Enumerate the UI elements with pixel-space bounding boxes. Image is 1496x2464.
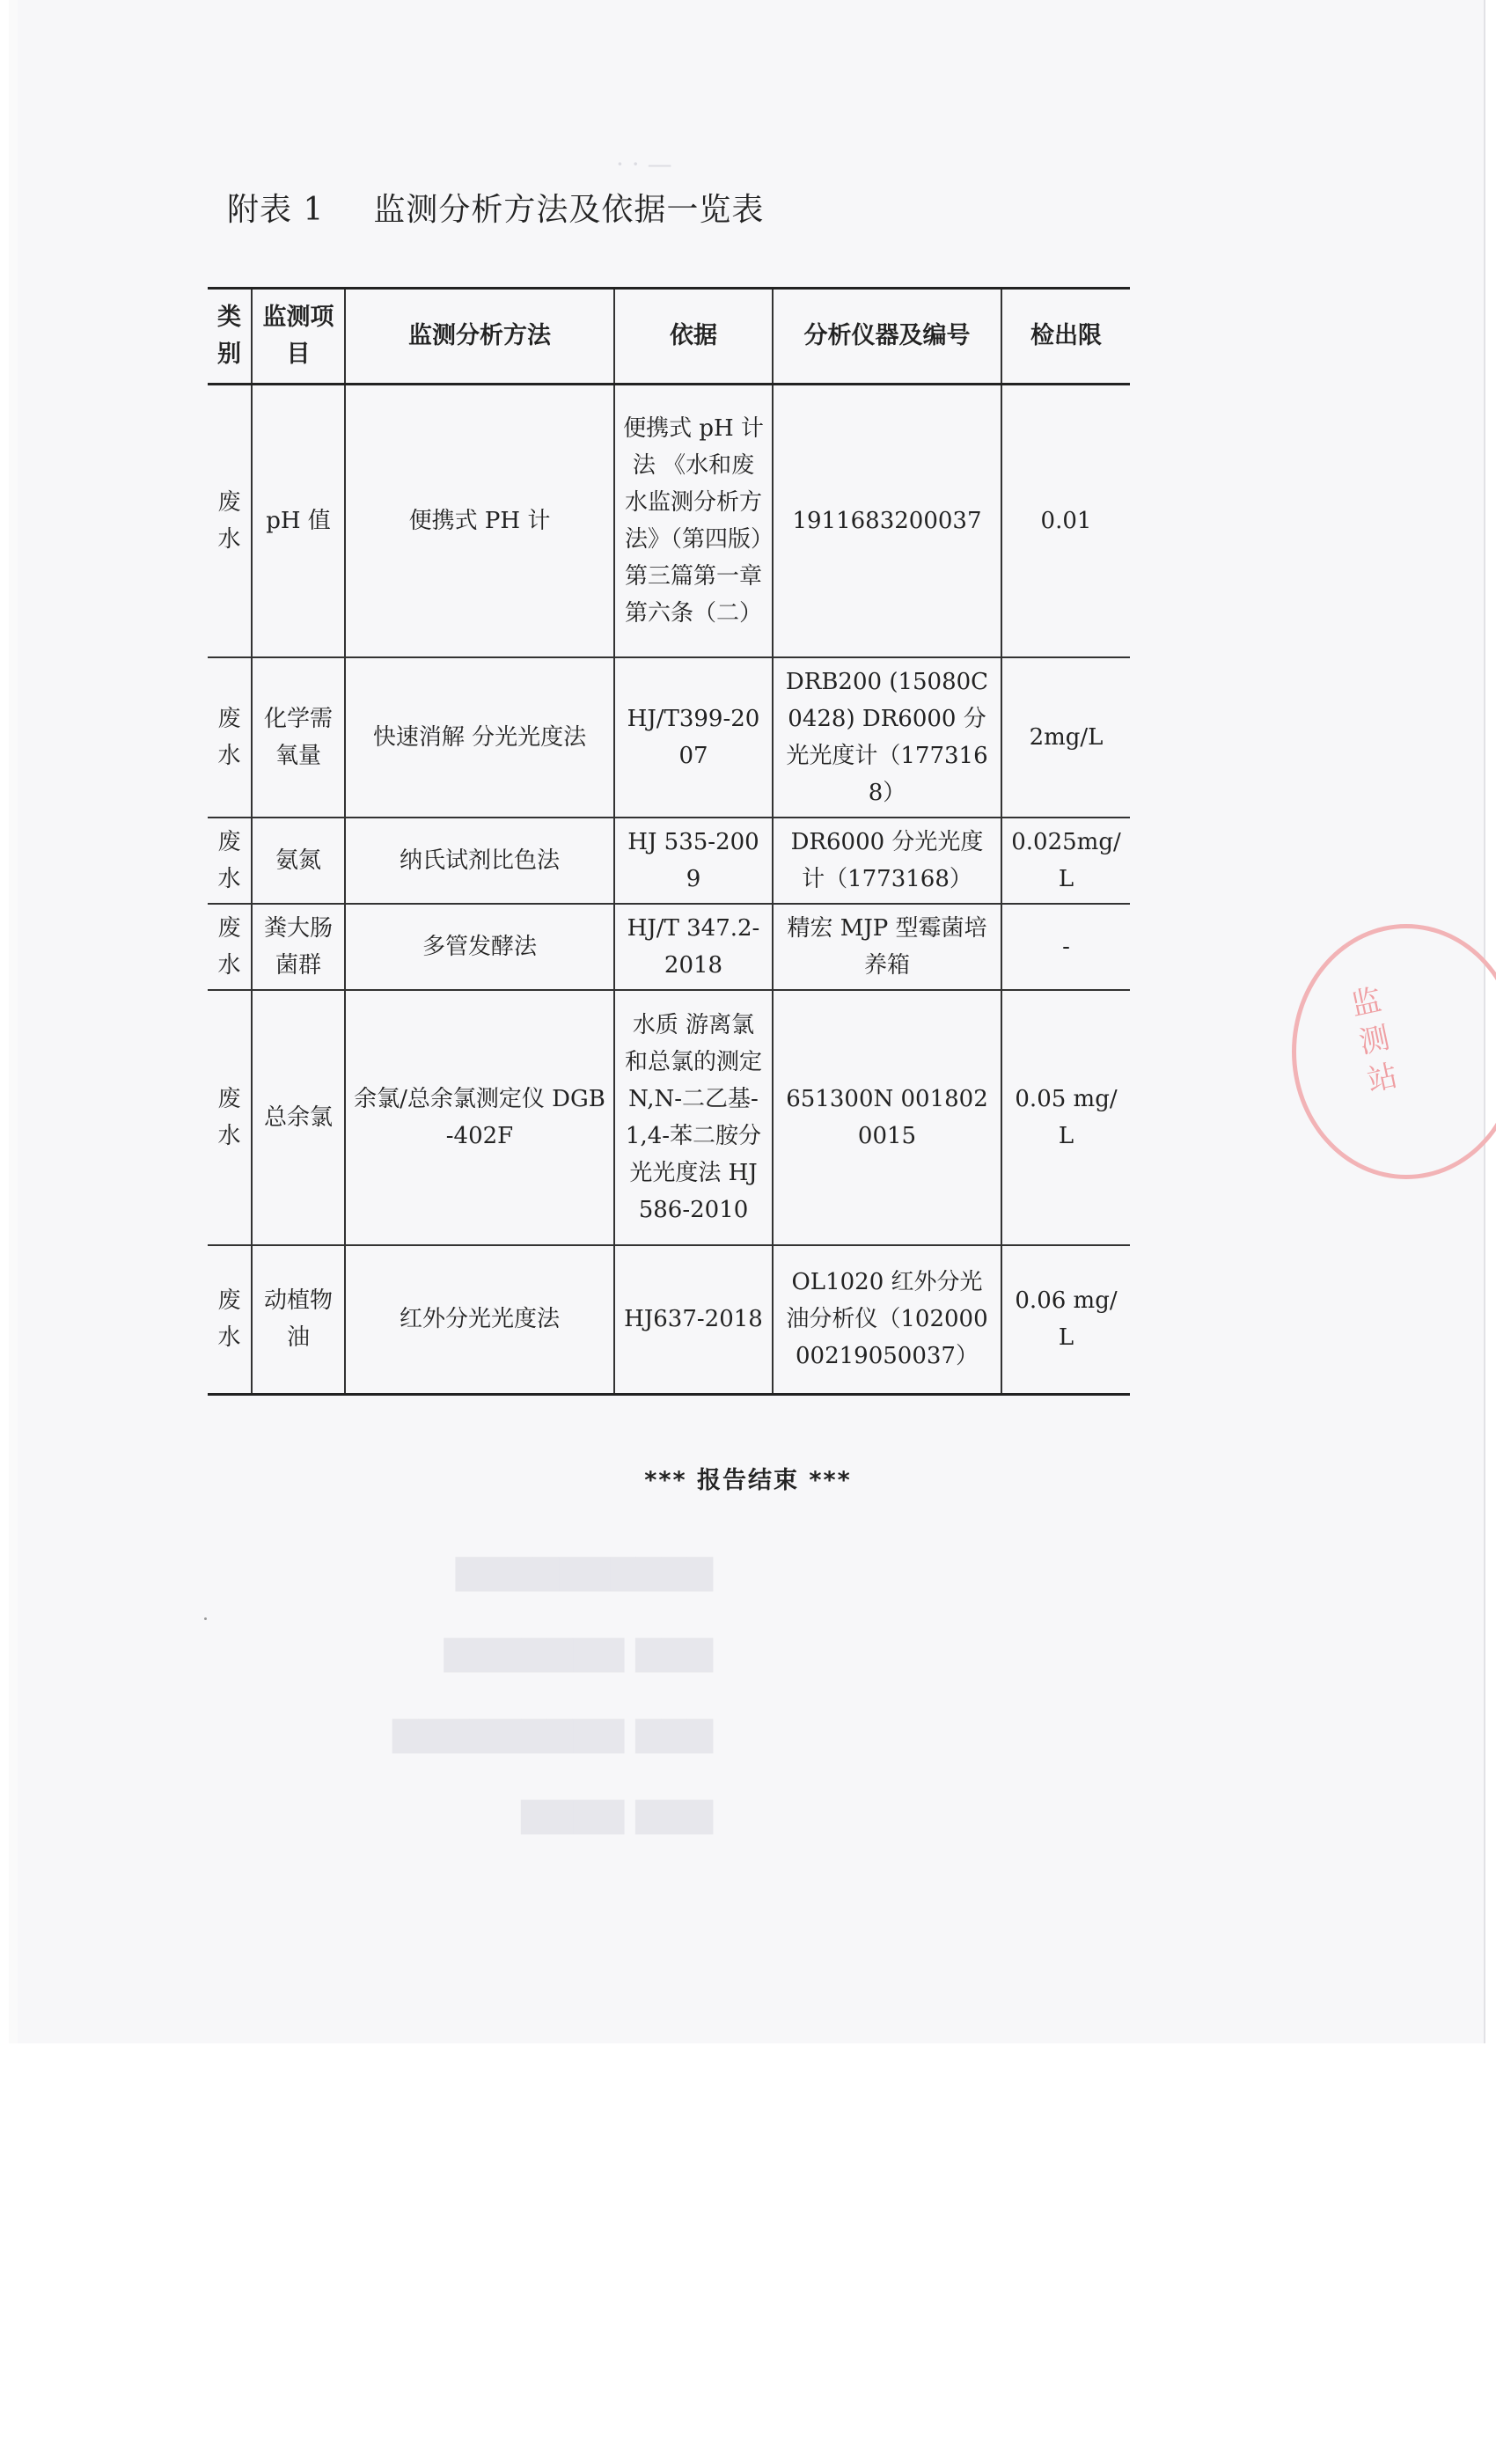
table-row — [208, 904, 1130, 990]
cell-type: 废水 — [208, 904, 252, 990]
cell-instrument: 1911683200037 — [773, 385, 1001, 657]
seal-stamp-text: 监测站 — [1342, 983, 1402, 1104]
cell-method: 多管发酵法 — [345, 904, 614, 990]
show-through-text — [255, 1531, 713, 1855]
cell-limit: - — [1001, 904, 1130, 990]
cell-type: 废水 — [208, 990, 252, 1245]
cell-instrument: DRB200 (15080C0428) DR6000 分光光度计（1773168） — [773, 657, 1001, 818]
cell-limit: 2mg/L — [1001, 657, 1130, 818]
table-row — [208, 1245, 1130, 1395]
report-end-text: *** 报告结束 *** — [644, 1467, 852, 1494]
cell-item: 化学需氧量 — [252, 657, 345, 818]
cell-limit: 0.05 mg/L — [1001, 990, 1130, 1245]
cell-instrument: DR6000 分光光度计（1773168） — [773, 818, 1001, 904]
cell-limit: 0.01 — [1001, 385, 1130, 657]
cell-basis: HJ/T399-2007 — [614, 657, 773, 818]
cell-method: 纳氏试剂比色法 — [345, 818, 614, 904]
cell-basis: 便携式 pH 计法 《水和废水监测分析方法》（第四版）第三篇第一章第六条（二） — [614, 385, 773, 657]
table-row — [208, 385, 1130, 657]
cell-item: 氨氮 — [252, 818, 345, 904]
cell-method: 便携式 PH 计 — [345, 385, 614, 657]
scan-smudge: · · — — [616, 150, 672, 179]
table-row — [208, 818, 1130, 904]
header-limit: 检出限 — [1001, 289, 1130, 385]
cell-item: 粪大肠菌群 — [252, 904, 345, 990]
cell-limit: 0.025mg/L — [1001, 818, 1130, 904]
cell-instrument: OL1020 红外分光油分析仪（10200000219050037） — [773, 1245, 1001, 1395]
cell-type: 废水 — [208, 657, 252, 818]
header-method: 监测分析方法 — [345, 289, 614, 385]
title-text: 监测分析方法及依据一览表 — [373, 192, 765, 228]
cell-method: 快速消解 分光光度法 — [345, 657, 614, 818]
cell-basis: HJ/T 347.2-2018 — [614, 904, 773, 990]
show-through-line: ▇▇▇ ▇▇▇▇▇▇▇ — [444, 1632, 713, 1672]
scan-edge — [9, 0, 18, 2043]
show-through-line: ▇▇▇ ▇▇▇▇ — [521, 1794, 713, 1834]
cell-item: pH 值 — [252, 385, 345, 657]
cell-method: 余氯/总余氯测定仪 DGB-402F — [345, 990, 614, 1245]
cell-instrument: 精宏 MJP 型霉菌培养箱 — [773, 904, 1001, 990]
cell-type: 废水 — [208, 385, 252, 657]
cell-type: 废水 — [208, 818, 252, 904]
cell-basis: 水质 游离氯和总氯的测定 N,N-二乙基-1,4-苯二胺分光光度法 HJ 586-2010 — [614, 990, 773, 1245]
title-number: 附表 1 — [227, 192, 325, 228]
header-basis: 依据 — [614, 289, 773, 385]
cell-instrument: 651300N 0018020015 — [773, 990, 1001, 1245]
header-type: 类别 — [208, 289, 252, 385]
scan-dot — [204, 1617, 207, 1620]
cell-item: 总余氯 — [252, 990, 345, 1245]
cell-limit: 0.06 mg/L — [1001, 1245, 1130, 1395]
table-row — [208, 657, 1130, 818]
show-through-line: ▇▇▇ ▇▇▇▇▇▇▇▇▇ — [392, 1713, 713, 1753]
cell-basis: HJ637-2018 — [614, 1245, 773, 1395]
methods-table — [208, 287, 1130, 1396]
show-through-line: ▇▇▇▇▇▇▇▇▇▇ — [455, 1551, 713, 1591]
table-header-row — [208, 289, 1130, 385]
header-item: 监测项目 — [252, 289, 345, 385]
cell-type: 废水 — [208, 1245, 252, 1395]
header-instrument: 分析仪器及编号 — [773, 289, 1001, 385]
cell-basis: HJ 535-2009 — [614, 818, 773, 904]
cell-item: 动植物油 — [252, 1245, 345, 1395]
page-title — [227, 185, 764, 230]
cell-method: 红外分光光度法 — [345, 1245, 614, 1395]
table-row — [208, 990, 1130, 1245]
